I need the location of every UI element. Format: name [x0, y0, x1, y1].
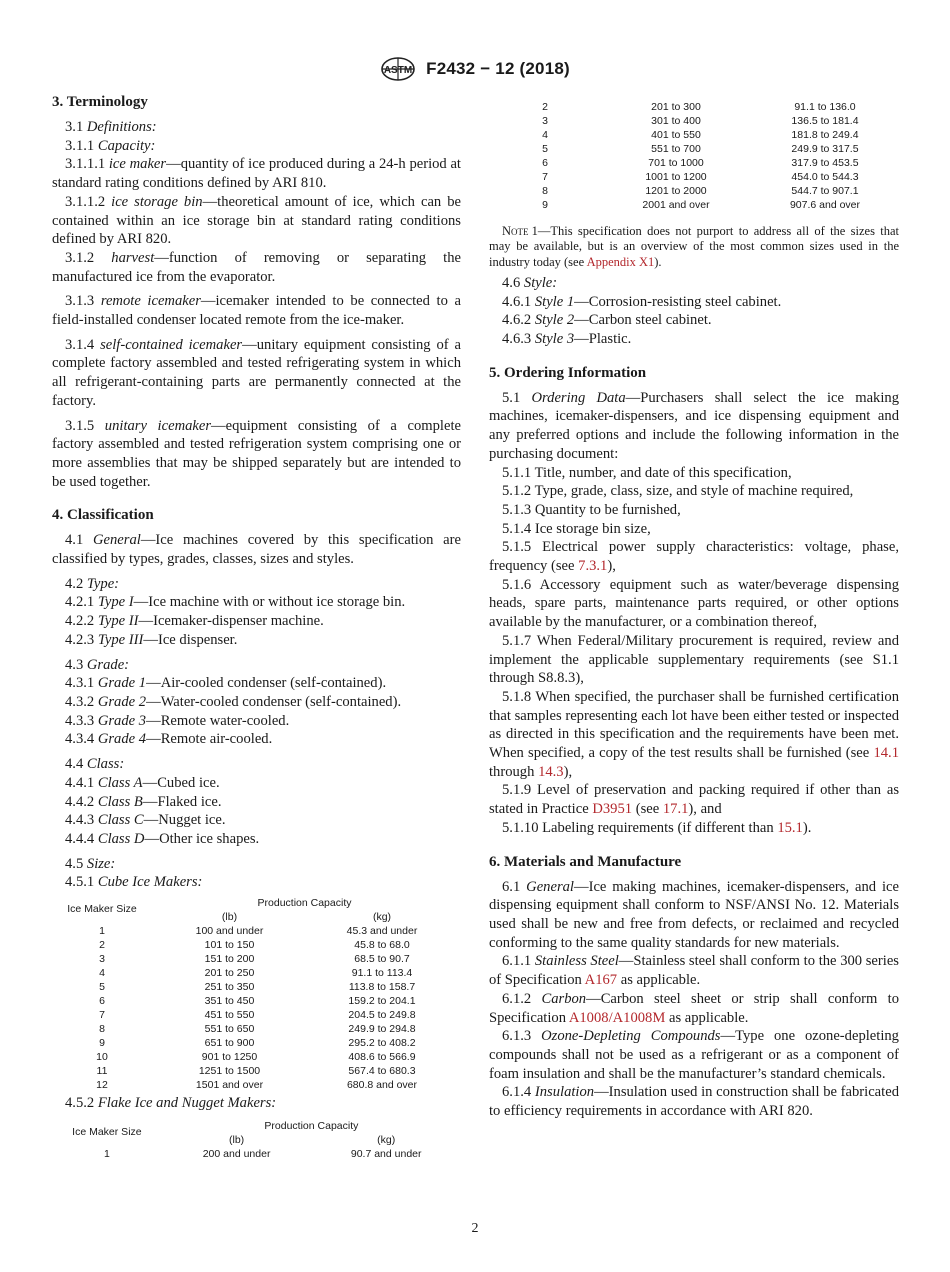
lb-cell: 901 to 1250: [201, 1051, 258, 1064]
size-cell: 4: [99, 967, 105, 980]
para-6-1-1: 6.1.1 Stainless Steel—Stainless steel shall conform to the 300 series of Specification A167 as applicable.: [489, 953, 899, 989]
kg-cell: 454.0 to 544.3: [791, 171, 859, 183]
col-header-lb: (lb): [221, 911, 238, 924]
kg-cell: 544.7 to 907.1: [791, 185, 859, 197]
section-6-heading: 6. Materials and Manufacture: [489, 853, 682, 870]
lb-cell: 301 to 400: [651, 115, 701, 127]
table-row: [52, 1064, 457, 1078]
table-row: [52, 924, 457, 938]
lb-cell: 2001 and over: [642, 199, 710, 211]
table-row: [489, 156, 899, 170]
size-cell: 2: [542, 101, 548, 113]
table-row: [489, 114, 899, 128]
col-header-size: Ice Maker Size: [67, 903, 137, 916]
table-row: [52, 1036, 457, 1050]
para-5-1-1: 5.1.1 Title, number, and date of this specification,: [502, 464, 792, 481]
cube-ice-table: [52, 896, 457, 1092]
lb-cell: 1501 and over: [195, 1079, 264, 1092]
para-4-4-4: 4.4.4 Class D—Other ice shapes.: [65, 830, 260, 847]
kg-cell: 91.1 to 136.0: [794, 101, 856, 113]
table-row: [52, 980, 457, 994]
size-cell: 6: [99, 995, 105, 1008]
size-cell: 7: [99, 1009, 105, 1022]
ref-a1008-link[interactable]: A1008/A1008M: [568, 1009, 666, 1026]
table-row: [52, 1022, 457, 1036]
table-row: [489, 128, 899, 142]
para-3-1-5: 3.1.5 unitary icemaker—equipment consisting of a complete factory assembled and tested refrigeration system comprising one or more assemblies that may be shipped separately but are intended to be used together.: [52, 417, 461, 490]
lb-cell: 351 to 450: [204, 995, 255, 1008]
ref-14-3-link[interactable]: 14.3: [538, 763, 564, 780]
left-column: [52, 93, 461, 1161]
size-cell: 10: [96, 1051, 108, 1064]
table-row: [52, 1147, 461, 1161]
para-4-1: 4.1 General—Ice machines covered by this specification are classified by types, grades, classes, sizes and styles.: [52, 532, 461, 568]
section-5-heading: 5. Ordering Information: [489, 364, 647, 381]
table-row: [52, 1008, 457, 1022]
cube-table-body: [52, 924, 457, 1092]
col-header-kg: (kg): [372, 911, 392, 924]
para-3-1-1-1: 3.1.1.1 ice maker—quantity of ice produced during a 24-h period at standard rating conditions defined by ARI 810.: [52, 156, 461, 192]
ref-17-1-link[interactable]: 17.1: [662, 801, 689, 818]
kg-cell: 408.6 to 566.9: [348, 1051, 416, 1064]
lb-cell: 1001 to 1200: [645, 171, 707, 183]
page-header: [0, 56, 950, 82]
size-cell: 12: [96, 1079, 108, 1092]
para-3-1-3: 3.1.3 remote icemaker—icemaker intended to be connected to a field-installed condenser located remote from the ice-maker.: [52, 293, 461, 329]
size-cell: 5: [99, 981, 105, 994]
para-5-1-5: 5.1.5 Electrical power supply characteristics: voltage, phase, frequency (see 7.3.1),: [489, 539, 899, 575]
note-1: Note 1—This specification does not purport to address all of the sizes that may be available, but is an overview of the most common sizes used in the industry today (see Appendix X1).: [489, 224, 899, 269]
para-3-1-2: 3.1.2 harvest—function of removing or separating the manufactured ice from the evaporator.: [52, 249, 461, 285]
lb-cell: 401 to 550: [651, 129, 701, 141]
kg-cell: 45.3 and under: [346, 925, 418, 938]
lb-cell: 1201 to 2000: [645, 185, 707, 197]
para-4-3-1: 4.3.1 Grade 1—Air-cooled condenser (self-contained).: [65, 675, 387, 692]
lb-cell: 151 to 200: [204, 953, 255, 966]
right-column: [489, 100, 899, 1121]
kg-cell: 91.1 to 113.4: [351, 967, 413, 980]
lb-cell: 100 and under: [195, 925, 264, 938]
document-title: F2432 − 12 (2018): [426, 59, 570, 78]
kg-cell: 567.4 to 680.3: [348, 1065, 416, 1078]
ref-7-3-1-link[interactable]: 7.3.1: [578, 558, 608, 575]
para-4-2-1: 4.2.1 Type I—Ice machine with or without ice storage bin.: [65, 594, 406, 611]
lb-cell: 200 and under: [202, 1147, 271, 1160]
table-row: [489, 142, 899, 156]
kg-cell: 90.7 and under: [350, 1147, 422, 1160]
ref-14-1-link[interactable]: 14.1: [873, 745, 899, 762]
para-4-6-2: 4.6.2 Style 2—Carbon steel cabinet.: [502, 312, 712, 329]
para-4-3: 4.3 Grade:: [65, 656, 130, 673]
col-header-size: Ice Maker Size: [72, 1125, 142, 1138]
svg-text:ASTM: ASTM: [383, 65, 413, 76]
table-row: [52, 966, 457, 980]
size-cell: 7: [542, 171, 548, 183]
para-5-1-2: 5.1.2 Type, grade, class, size, and style of machine required,: [502, 483, 854, 500]
table-row: [489, 198, 899, 212]
para-3-1: 3.1 Definitions:: [65, 119, 157, 135]
flake-ice-table: [52, 1119, 461, 1161]
para-4-5-1: 4.5.1 Cube Ice Makers:: [65, 874, 203, 891]
flake-table-body-continued: [489, 100, 899, 212]
lb-cell: 651 to 900: [204, 1037, 255, 1050]
para-4-3-3: 4.3.3 Grade 3—Remote water-cooled.: [65, 712, 290, 729]
para-6-1-4: 6.1.4 Insulation—Insulation used in construction shall be fabricated to efficiency requirements in accordance with ARI 820.: [489, 1084, 899, 1120]
table-row: [52, 938, 457, 952]
ref-d3951-link[interactable]: D3951: [592, 801, 633, 818]
size-cell: 8: [542, 185, 548, 197]
para-4-4-2: 4.4.2 Class B—Flaked ice.: [65, 793, 222, 810]
para-6-1-3: 6.1.3 Ozone-Depleting Compounds—Type one ozone-depleting compounds shall not be used as a refrigerant or as a component of foam insulation and shall be the manufacturer’s standard chemicals.: [489, 1028, 899, 1082]
kg-cell: 680.8 and over: [346, 1079, 418, 1092]
para-6-1: 6.1 General—Ice making machines, icemaker-dispensers, and ice dispensing equipment shall conform to NSF/ANSI No. 12. Materials used shall be new and free from defects, or reclaimed and recycled conforming to the same quality standards for new materials.: [489, 878, 899, 951]
size-cell: 8: [99, 1023, 105, 1036]
size-cell: 11: [96, 1065, 108, 1078]
kg-cell: 204.5 to 249.8: [348, 1009, 416, 1022]
para-4-2-3: 4.2.3 Type III—Ice dispenser.: [65, 631, 238, 648]
para-3-1-1-2: 3.1.1.2 ice storage bin—theoretical amount of ice, which can be contained within an ice storage bin at standard rating conditions defined by ARI 820.: [52, 193, 461, 248]
lb-cell: 201 to 250: [204, 967, 255, 980]
para-5-1: 5.1 Ordering Data—Purchasers shall select the ice making machines, icemaker-dispensers, and ice dispensing equipment and any preferred options and include the following information in the purchasing document:: [489, 389, 900, 462]
lb-cell: 701 to 1000: [648, 157, 704, 169]
table-row: [52, 1050, 457, 1064]
kg-cell: 159.2 to 204.1: [348, 995, 416, 1008]
ref-15-1-link[interactable]: 15.1: [777, 819, 803, 836]
para-4-4-3: 4.4.3 Class C—Nugget ice.: [65, 812, 226, 829]
para-4-6-3: 4.6.3 Style 3—Plastic.: [502, 331, 632, 347]
para-5-1-8: 5.1.8 When specified, the purchaser shall be furnished certification that samples representing each lot have been either tested or inspected as directed in this specification and the requirements have been met. When specified, a copy of the test results shall be furnished (see 14.1 through 14.3),: [489, 688, 899, 780]
table-row: [52, 952, 457, 966]
kg-cell: 907.6 and over: [789, 199, 861, 211]
lb-cell: 551 to 650: [204, 1023, 255, 1036]
size-cell: 4: [542, 129, 548, 141]
kg-cell: 136.5 to 181.4: [791, 115, 859, 127]
para-4-6-1: 4.6.1 Style 1—Corrosion-resisting steel cabinet.: [502, 293, 782, 310]
ref-a167-link[interactable]: A167: [584, 972, 618, 989]
size-cell: 6: [542, 157, 548, 169]
appendix-x1-link[interactable]: Appendix X1: [586, 254, 655, 269]
kg-cell: 113.8 to 158.7: [348, 981, 416, 994]
lb-cell: 251 to 350: [204, 981, 255, 994]
astm-logo: [380, 56, 416, 82]
kg-cell: 295.2 to 408.2: [348, 1037, 416, 1050]
para-3-1-4: 3.1.4 self-contained icemaker—unitary equipment consisting of a complete factory assembled and tested refrigerating system in which all refrigerant-containing parts are permanently connected at the factory.: [52, 336, 462, 409]
para-5-1-3: 5.1.3 Quantity to be furnished,: [502, 501, 681, 518]
para-4-4: 4.4 Class:: [65, 756, 125, 773]
table-row: [489, 184, 899, 198]
para-5-1-10: 5.1.10 Labeling requirements (if different than 15.1).: [502, 819, 812, 836]
size-cell: 9: [99, 1037, 105, 1050]
col-header-lb: (lb): [229, 1133, 245, 1146]
page-number: 2: [471, 1221, 479, 1236]
lb-cell: 1251 to 1500: [198, 1065, 261, 1078]
size-cell: 9: [542, 199, 548, 211]
para-5-1-9: 5.1.9 Level of preservation and packing required if other than as stated in Practice D3951 (see 17.1), and: [489, 782, 899, 818]
kg-cell: 317.9 to 453.5: [791, 157, 859, 169]
flake-ice-table-continued: [489, 100, 899, 212]
para-4-2-2: 4.2.2 Type II—Icemaker-dispenser machine.: [65, 613, 324, 630]
col-header-capacity: Production Capacity: [264, 1119, 359, 1132]
size-cell: 2: [99, 939, 105, 952]
size-cell: 3: [542, 115, 548, 127]
lb-cell: 101 to 150: [204, 939, 255, 952]
para-4-5-2: 4.5.2 Flake Ice and Nugget Makers:: [65, 1095, 277, 1112]
table-row: [489, 170, 899, 184]
flake-table-body: [52, 1147, 461, 1161]
para-6-1-2: 6.1.2 Carbon—Carbon steel sheet or strip shall conform to Specification A1008/A1008M as applicable.: [489, 990, 899, 1026]
section-4-heading: 4. Classification: [52, 507, 154, 524]
size-cell: 1: [103, 1147, 110, 1160]
para-4-2: 4.2 Type:: [65, 575, 120, 592]
size-cell: 1: [99, 925, 105, 938]
para-3-1-1: 3.1.1 Capacity:: [65, 137, 156, 154]
lb-cell: 551 to 700: [651, 143, 701, 155]
kg-cell: 68.5 to 90.7: [354, 953, 410, 966]
kg-cell: 45.8 to 68.0: [354, 939, 410, 952]
lb-cell: 201 to 300: [651, 101, 701, 113]
lb-cell: 451 to 550: [204, 1009, 255, 1022]
col-header-capacity: Production Capacity: [257, 897, 352, 910]
kg-cell: 249.9 to 317.5: [791, 143, 859, 155]
para-4-3-4: 4.3.4 Grade 4—Remote air-cooled.: [65, 731, 273, 748]
table-row: [52, 994, 457, 1008]
para-4-3-2: 4.3.2 Grade 2—Water-cooled condenser (self-contained).: [65, 693, 402, 710]
kg-cell: 249.9 to 294.8: [348, 1023, 416, 1036]
para-4-6: 4.6 Style:: [502, 274, 558, 291]
para-4-5: 4.5 Size:: [65, 855, 116, 872]
size-cell: 3: [99, 953, 105, 966]
para-4-4-1: 4.4.1 Class A—Cubed ice.: [65, 774, 220, 791]
para-5-1-6: 5.1.6 Accessory equipment such as water/beverage dispensing heads, spare parts, maintenance parts required, or other options available by the manufacturer, or a combination thereof,: [489, 576, 899, 631]
kg-cell: 181.8 to 249.4: [791, 129, 859, 141]
para-5-1-4: 5.1.4 Ice storage bin size,: [502, 520, 651, 537]
size-cell: 5: [542, 143, 548, 155]
table-row: [489, 100, 899, 114]
col-header-kg: (kg): [377, 1133, 396, 1146]
table-row: [52, 1078, 457, 1092]
section-3-heading: 3. Terminology: [52, 94, 148, 110]
para-5-1-7: 5.1.7 When Federal/Military procurement is required, review and implement the applicable supplementary requirements (see S1.1 through S8.8.3),: [489, 632, 899, 687]
